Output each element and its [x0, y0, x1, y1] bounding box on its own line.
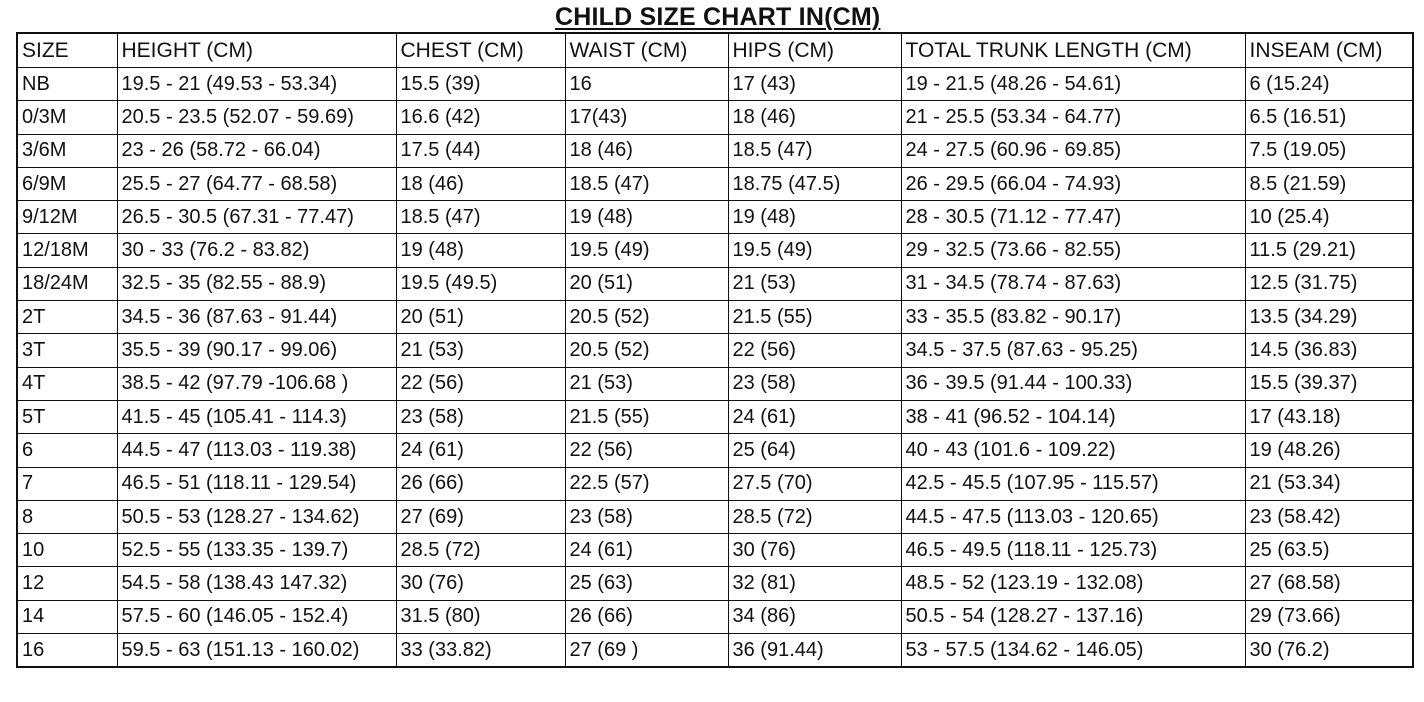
cell-trunk-length: 26 - 29.5 (66.04 - 74.93) — [901, 167, 1245, 200]
cell-trunk-length: 34.5 - 37.5 (87.63 - 95.25) — [901, 334, 1245, 367]
cell-waist: 20.5 (52) — [565, 301, 728, 334]
cell-chest: 15.5 (39) — [396, 68, 565, 101]
cell-hips: 25 (64) — [728, 434, 901, 467]
cell-hips: 36 (91.44) — [728, 634, 901, 668]
cell-trunk-length: 38 - 41 (96.52 - 104.14) — [901, 400, 1245, 433]
cell-hips: 18 (46) — [728, 101, 901, 134]
cell-waist: 18 (46) — [565, 134, 728, 167]
cell-hips: 21.5 (55) — [728, 301, 901, 334]
cell-size: 8 — [17, 500, 117, 533]
cell-hips: 30 (76) — [728, 534, 901, 567]
table-row — [17, 134, 1413, 167]
cell-waist: 21 (53) — [565, 367, 728, 400]
table-row — [17, 68, 1413, 101]
cell-height: 34.5 - 36 (87.63 - 91.44) — [117, 301, 396, 334]
cell-inseam: 14.5 (36.83) — [1245, 334, 1413, 367]
cell-trunk-length: 19 - 21.5 (48.26 - 54.61) — [901, 68, 1245, 101]
cell-chest: 16.6 (42) — [396, 101, 565, 134]
table-row — [17, 567, 1413, 600]
cell-height: 50.5 - 53 (128.27 - 134.62) — [117, 500, 396, 533]
cell-inseam: 7.5 (19.05) — [1245, 134, 1413, 167]
size-chart-table — [16, 32, 1414, 668]
cell-inseam: 25 (63.5) — [1245, 534, 1413, 567]
cell-waist: 20 (51) — [565, 267, 728, 300]
cell-hips: 24 (61) — [728, 400, 901, 433]
table-row — [17, 234, 1413, 267]
cell-size: 4T — [17, 367, 117, 400]
cell-inseam: 10 (25.4) — [1245, 201, 1413, 234]
table-row — [17, 301, 1413, 334]
cell-size: NB — [17, 68, 117, 101]
cell-chest: 22 (56) — [396, 367, 565, 400]
column-header-waist: WAIST (CM) — [565, 33, 728, 68]
cell-waist: 16 — [565, 68, 728, 101]
cell-trunk-length: 33 - 35.5 (83.82 - 90.17) — [901, 301, 1245, 334]
cell-inseam: 8.5 (21.59) — [1245, 167, 1413, 200]
cell-size: 12/18M — [17, 234, 117, 267]
column-header-chest: CHEST (CM) — [396, 33, 565, 68]
cell-hips: 18.75 (47.5) — [728, 167, 901, 200]
table-row — [17, 101, 1413, 134]
cell-size: 6/9M — [17, 167, 117, 200]
cell-inseam: 30 (76.2) — [1245, 634, 1413, 668]
cell-size: 14 — [17, 600, 117, 633]
column-header-hips: HIPS (CM) — [728, 33, 901, 68]
cell-trunk-length: 50.5 - 54 (128.27 - 137.16) — [901, 600, 1245, 633]
table-row — [17, 400, 1413, 433]
table-row — [17, 634, 1413, 668]
cell-trunk-length: 44.5 - 47.5 (113.03 - 120.65) — [901, 500, 1245, 533]
cell-size: 2T — [17, 301, 117, 334]
cell-height: 25.5 - 27 (64.77 - 68.58) — [117, 167, 396, 200]
cell-chest: 21 (53) — [396, 334, 565, 367]
cell-waist: 22.5 (57) — [565, 467, 728, 500]
cell-inseam: 6.5 (16.51) — [1245, 101, 1413, 134]
table-row — [17, 600, 1413, 633]
cell-inseam: 19 (48.26) — [1245, 434, 1413, 467]
cell-inseam: 17 (43.18) — [1245, 400, 1413, 433]
cell-trunk-length: 29 - 32.5 (73.66 - 82.55) — [901, 234, 1245, 267]
cell-chest: 28.5 (72) — [396, 534, 565, 567]
cell-trunk-length: 31 - 34.5 (78.74 - 87.63) — [901, 267, 1245, 300]
cell-size: 18/24M — [17, 267, 117, 300]
cell-trunk-length: 24 - 27.5 (60.96 - 69.85) — [901, 134, 1245, 167]
cell-waist: 19 (48) — [565, 201, 728, 234]
cell-chest: 30 (76) — [396, 567, 565, 600]
cell-size: 10 — [17, 534, 117, 567]
cell-size: 0/3M — [17, 101, 117, 134]
cell-height: 26.5 - 30.5 (67.31 - 77.47) — [117, 201, 396, 234]
cell-height: 19.5 - 21 (49.53 - 53.34) — [117, 68, 396, 101]
cell-inseam: 6 (15.24) — [1245, 68, 1413, 101]
cell-chest: 26 (66) — [396, 467, 565, 500]
cell-hips: 19 (48) — [728, 201, 901, 234]
cell-height: 46.5 - 51 (118.11 - 129.54) — [117, 467, 396, 500]
cell-inseam: 13.5 (34.29) — [1245, 301, 1413, 334]
cell-waist: 21.5 (55) — [565, 400, 728, 433]
cell-chest: 24 (61) — [396, 434, 565, 467]
cell-size: 7 — [17, 467, 117, 500]
cell-waist: 25 (63) — [565, 567, 728, 600]
cell-height: 23 - 26 (58.72 - 66.04) — [117, 134, 396, 167]
cell-chest: 33 (33.82) — [396, 634, 565, 668]
cell-chest: 18 (46) — [396, 167, 565, 200]
cell-height: 59.5 - 63 (151.13 - 160.02) — [117, 634, 396, 668]
cell-hips: 23 (58) — [728, 367, 901, 400]
cell-chest: 19.5 (49.5) — [396, 267, 565, 300]
cell-trunk-length: 36 - 39.5 (91.44 - 100.33) — [901, 367, 1245, 400]
cell-chest: 20 (51) — [396, 301, 565, 334]
page-title: CHILD SIZE CHART IN(CM) — [555, 3, 881, 31]
cell-inseam: 12.5 (31.75) — [1245, 267, 1413, 300]
cell-height: 30 - 33 (76.2 - 83.82) — [117, 234, 396, 267]
cell-height: 54.5 - 58 (138.43 147.32) — [117, 567, 396, 600]
cell-hips: 27.5 (70) — [728, 467, 901, 500]
cell-height: 41.5 - 45 (105.41 - 114.3) — [117, 400, 396, 433]
cell-waist: 22 (56) — [565, 434, 728, 467]
cell-hips: 18.5 (47) — [728, 134, 901, 167]
cell-height: 52.5 - 55 (133.35 - 139.7) — [117, 534, 396, 567]
table-row — [17, 534, 1413, 567]
cell-waist: 20.5 (52) — [565, 334, 728, 367]
cell-inseam: 23 (58.42) — [1245, 500, 1413, 533]
cell-waist: 24 (61) — [565, 534, 728, 567]
table-row — [17, 167, 1413, 200]
cell-size: 3T — [17, 334, 117, 367]
cell-height: 57.5 - 60 (146.05 - 152.4) — [117, 600, 396, 633]
cell-hips: 17 (43) — [728, 68, 901, 101]
cell-inseam: 21 (53.34) — [1245, 467, 1413, 500]
cell-size: 12 — [17, 567, 117, 600]
table-row — [17, 434, 1413, 467]
cell-inseam: 27 (68.58) — [1245, 567, 1413, 600]
cell-size: 5T — [17, 400, 117, 433]
cell-inseam: 15.5 (39.37) — [1245, 367, 1413, 400]
cell-trunk-length: 53 - 57.5 (134.62 - 146.05) — [901, 634, 1245, 668]
cell-trunk-length: 28 - 30.5 (71.12 - 77.47) — [901, 201, 1245, 234]
cell-hips: 21 (53) — [728, 267, 901, 300]
column-header-inseam: INSEAM (CM) — [1245, 33, 1413, 68]
cell-chest: 17.5 (44) — [396, 134, 565, 167]
cell-chest: 27 (69) — [396, 500, 565, 533]
column-header-size: SIZE — [17, 33, 117, 68]
cell-hips: 34 (86) — [728, 600, 901, 633]
cell-waist: 19.5 (49) — [565, 234, 728, 267]
cell-chest: 19 (48) — [396, 234, 565, 267]
cell-size: 3/6M — [17, 134, 117, 167]
table-row — [17, 467, 1413, 500]
cell-hips: 19.5 (49) — [728, 234, 901, 267]
cell-trunk-length: 42.5 - 45.5 (107.95 - 115.57) — [901, 467, 1245, 500]
cell-hips: 22 (56) — [728, 334, 901, 367]
cell-waist: 18.5 (47) — [565, 167, 728, 200]
cell-waist: 26 (66) — [565, 600, 728, 633]
cell-waist: 17(43) — [565, 101, 728, 134]
cell-chest: 23 (58) — [396, 400, 565, 433]
cell-size: 9/12M — [17, 201, 117, 234]
cell-height: 38.5 - 42 (97.79 -106.68 ) — [117, 367, 396, 400]
cell-inseam: 29 (73.66) — [1245, 600, 1413, 633]
cell-height: 32.5 - 35 (82.55 - 88.9) — [117, 267, 396, 300]
cell-chest: 18.5 (47) — [396, 201, 565, 234]
cell-height: 44.5 - 47 (113.03 - 119.38) — [117, 434, 396, 467]
table-row — [17, 267, 1413, 300]
cell-hips: 28.5 (72) — [728, 500, 901, 533]
table-row — [17, 500, 1413, 533]
cell-trunk-length: 48.5 - 52 (123.19 - 132.08) — [901, 567, 1245, 600]
table-row — [17, 201, 1413, 234]
cell-waist: 23 (58) — [565, 500, 728, 533]
cell-trunk-length: 40 - 43 (101.6 - 109.22) — [901, 434, 1245, 467]
cell-trunk-length: 46.5 - 49.5 (118.11 - 125.73) — [901, 534, 1245, 567]
cell-hips: 32 (81) — [728, 567, 901, 600]
cell-height: 35.5 - 39 (90.17 - 99.06) — [117, 334, 396, 367]
cell-waist: 27 (69 ) — [565, 634, 728, 668]
cell-trunk-length: 21 - 25.5 (53.34 - 64.77) — [901, 101, 1245, 134]
table-body — [17, 68, 1413, 668]
cell-inseam: 11.5 (29.21) — [1245, 234, 1413, 267]
cell-size: 6 — [17, 434, 117, 467]
table-row — [17, 334, 1413, 367]
header-row — [17, 33, 1413, 68]
column-header-height: HEIGHT (CM) — [117, 33, 396, 68]
table-row — [17, 367, 1413, 400]
cell-chest: 31.5 (80) — [396, 600, 565, 633]
column-header-trunk-length: TOTAL TRUNK LENGTH (CM) — [901, 33, 1245, 68]
cell-size: 16 — [17, 634, 117, 668]
cell-height: 20.5 - 23.5 (52.07 - 59.69) — [117, 101, 396, 134]
